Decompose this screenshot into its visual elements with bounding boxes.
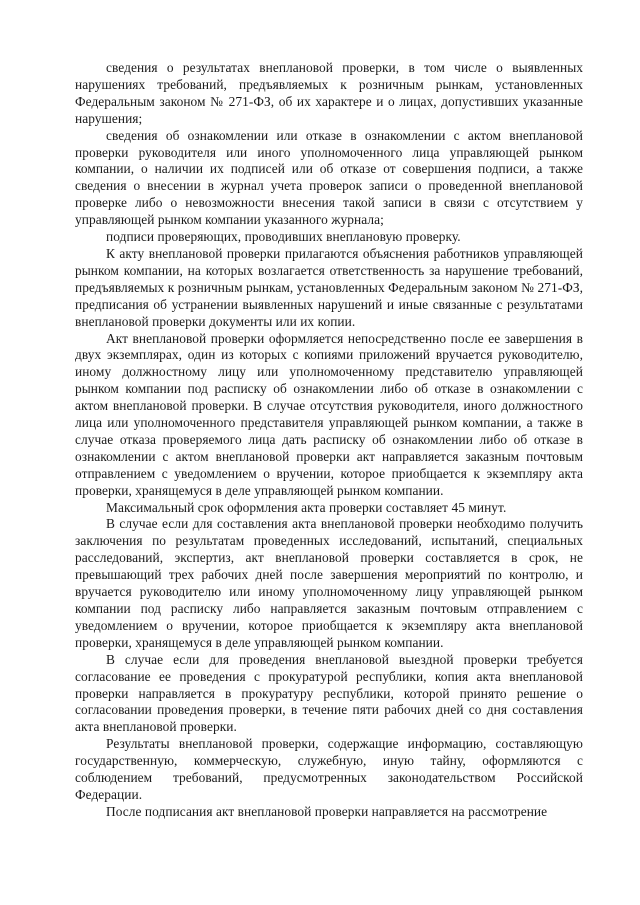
paragraph-attachments: К акту внеплановой проверки прилагаются объяснения работников управляющей рынком компании, на которых возлагается ответственность за нарушение требований, предъявляемых к розничным рынкам, установленных Федеральным законом № 271-ФЗ, предписания об устранении выявленных нарушений и иные связанные с результатами внеплановой проверки документы или их копии. <box>75 245 583 329</box>
paragraph-prosecutor-copy: В случае если для проведения внеплановой выездной проверки требуется согласование ее проведения с прокуратурой республики, копия акта внеплановой проверки направляется в прокуратуру республики, которой принято решение о согласовании проведения проверки, в течение пяти рабочих дней со дня составления акта внеплановой проверки. <box>75 651 583 735</box>
document-page <box>75 60 583 821</box>
paragraph-acquaintance-info: сведения об ознакомлении или отказе в ознакомлении с актом внеплановой проверки руководителя или иного уполномоченного лица управляющей рынком компании, о наличии их подписей или об отказе от совершения подписи, а также сведения о внесении в журнал учета проверок записи о проведенной внеплановой проверке либо о невозможности внесения такой записи в связи с отсутствием у управляющей рынком компании указанного журнала; <box>75 127 583 228</box>
paragraph-act-preparation: Акт внеплановой проверки оформляется непосредственно после ее завершения в двух экземплярах, один из которых с копиями приложений вручается руководителю, иному должностному лицу или уполномоченному представителю управляющей рынком компании под расписку об ознакомлении либо об отказе в ознакомлении с актом внеплановой проверки. В случае отсутствия руководителя, иного должностного лица или уполномоченного представителя управляющей рынком компании, а также в случае отказа проверяемого лица дать расписку об ознакомлении либо об отказе в ознакомлении с актом внеплановой проверки акт направляется заказным почтовым отправлением с уведомлением о вручении, которое приобщается к экземпляру акта проверки, хранящемуся в деле управляющей рынком компании. <box>75 330 583 498</box>
paragraph-after-signing: После подписания акт внеплановой проверки направляется на рассмотрение <box>106 803 548 819</box>
paragraph-secret-information: Результаты внеплановой проверки, содержащие информацию, составляющую государственную, коммерческую, служебную, иную тайну, оформляются с соблюдением требований, предусмотренных законодательством Российской Федерации. <box>75 736 583 802</box>
paragraph-expert-conclusions: В случае если для составления акта внеплановой проверки необходимо получить заключения по результатам проведенных исследований, испытаний, специальных расследований, экспертиз, акт внеплановой проверки составляется в срок, не превышающий трех рабочих дней после завершения мероприятий по контролю, и вручается руководителю или иному уполномоченному лицу управляющей рынком компании под расписку либо направляется заказным почтовым отправлением с уведомлением о вручении, которое приобщается к экземпляру акта внеплановой проверки, хранящемуся в деле управляющей рынком компании. <box>75 516 583 650</box>
paragraph-inspection-results: сведения о результатах внеплановой проверки, в том числе о выявленных нарушениях требований, предъявляемых к розничным рынкам, установленных Федеральным законом № 271-ФЗ, об их характере и о лицах, допустивших указанные нарушения; <box>75 60 583 126</box>
paragraph-max-duration: Максимальный срок оформления акта проверки составляет 45 минут. <box>106 499 507 515</box>
paragraph-inspector-signatures: подписи проверяющих, проводивших внеплановую проверку. <box>106 229 461 245</box>
